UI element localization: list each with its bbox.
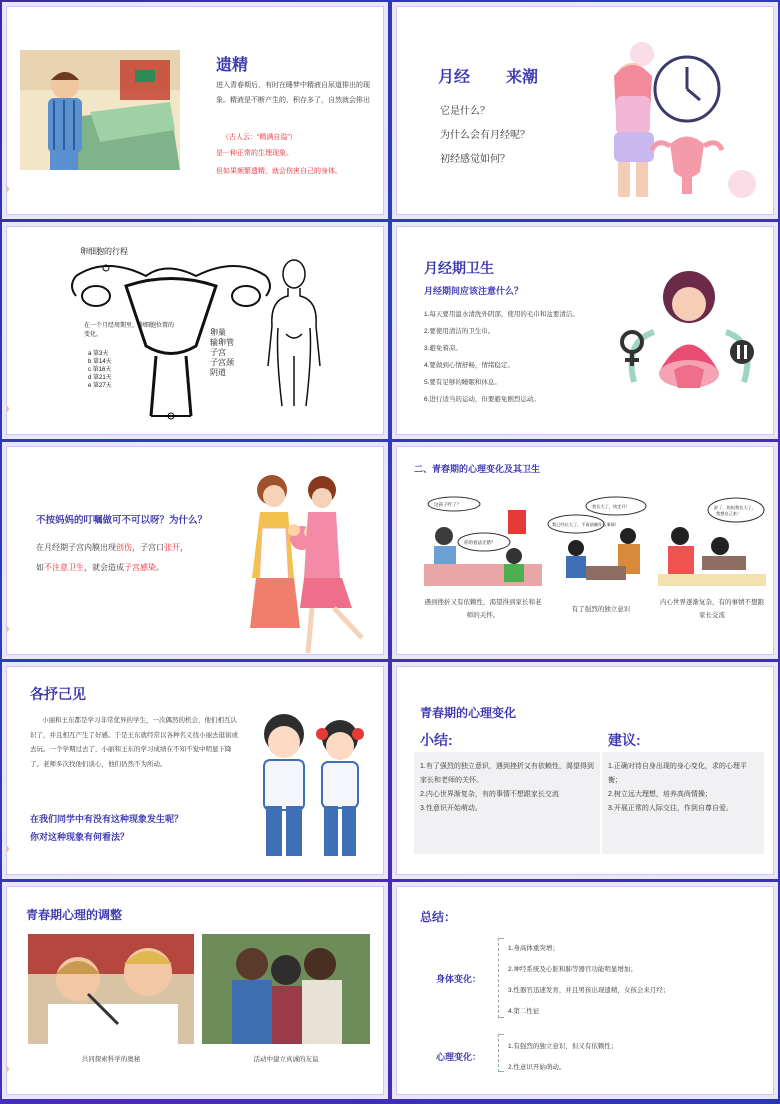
photo-friends-hugging [202,934,370,1044]
slide-title: 青春期的心理变化 [420,706,517,720]
slide-marker [3,1066,9,1072]
slide-nocturnal-emission[interactable] [2,2,388,219]
svg-text:我想自己来！: 我想自己来！ [716,511,742,516]
comic-panel-2 [546,496,656,586]
advice-box [602,752,764,854]
emphasis-text: 创伤 [116,543,132,552]
list-item: 6.进行适当的运动，但要避免剧烈运动。 [424,396,540,403]
warning-text: 但如果频繁遗精，就会伤害自己的身体。 [216,168,342,175]
list-item: 2.神经系统及心脏和肺等器官功能明显增加； [508,966,637,973]
body-change-list [508,938,669,1022]
slide-egg-journey[interactable] [2,222,388,439]
slide-title: 总结： [420,910,457,924]
text-segment: 在月经期子宫内膜出现 [36,543,116,552]
organ-label: 子宫颈 [210,358,234,367]
text-segment: 。 [156,563,164,572]
summary-item: 1.有了强烈的独立意识，遇到挫折又有依赖性，渴望得到家长和老师的关怀。 [420,763,594,784]
diagram-title: 卵细胞的行程 [80,247,128,256]
day-item: a 第3天 [88,351,109,357]
students-illustration [252,704,372,869]
emphasis-text: 张开 [164,543,180,552]
day-item: c 第16天 [88,367,112,373]
emphasis-text: 子宫感染 [124,563,156,572]
summary-item: 3.性意识开始萌动。 [420,805,482,812]
caption-3: 内心世界逐渐复杂，有的事情不想跟家长交流 [660,599,764,619]
list-item: 1.身高体重突增； [508,945,559,952]
girl-uterus-illustration [614,262,764,402]
discussion-question-2: 你对这种现象有何看法？ [30,832,130,842]
slide-period-hygiene[interactable] [392,222,778,439]
svg-text:舒了，妈妈我长大了，: 舒了，妈妈我长大了， [714,505,756,510]
girl-clock-uterus-illustration [592,34,762,199]
day-legend [88,350,112,390]
list-item: 2.性意识开始萌动。 [508,1064,566,1071]
list-item: 4.要做到心情舒畅，情绪稳定。 [424,362,514,369]
slide-title-a: 月经 [438,69,471,86]
summary-item: 2.内心世界渐复杂，有的事情不想跟家长交流 [420,791,559,798]
question-text: 不按妈妈的叮嘱做可不可以呀？为什么？ [36,515,208,526]
organ-label: 子宫 [210,348,226,357]
photo-studying-children [28,934,194,1044]
explanation-line-2 [36,562,164,573]
hygiene-list [424,306,579,408]
slide-mother-advice[interactable] [2,442,388,659]
advice-item: 1.正确对待自身出现的身心变化，求的心理平衡； [608,763,747,784]
text-segment: ， [180,543,188,552]
list-item: 3.避免着凉。 [424,345,462,352]
slide-title: 二、青春期的心理变化及其卫生 [414,464,541,474]
svg-text:我长大了，快走开！: 我长大了，快走开！ [592,504,630,509]
slide-final-summary[interactable] [392,882,778,1099]
advice-item: 2.树立远大理想，培养高尚情操； [608,791,712,798]
question-2: 为什么会有月经呢？ [440,130,530,141]
list-item: 2.要使用清洁的卫生巾。 [424,328,495,335]
slide-title: 青春期心理的调整 [26,908,123,922]
question-1: 它是什么？ [440,106,490,117]
text-segment: ，就会造成 [84,563,124,572]
caption-1: 遇到挫折又有依赖性，渴望得到家长和老师的关怀。 [424,599,542,619]
discussion-question-1: 在我们同学中有没有这种现象发生呢？ [30,814,184,824]
list-item: 1.每天要用温水清洗外阴部，使用的毛巾和盆要清洁。 [424,311,579,318]
mother-daughter-illustration [242,468,382,658]
body-change-label: 身体变化： [436,974,482,984]
slide-marker [3,406,9,412]
question-3: 初经感觉如何？ [440,154,510,165]
slide-marker [3,186,9,192]
slide-title: 遗精 [216,57,249,74]
list-item: 4.第二性征 [508,1008,540,1015]
photo-caption-1: 共同探索科学的奥秘 [81,1056,141,1063]
slide-title: 月经期卫生 [424,260,494,276]
mind-change-list [508,1036,617,1078]
svg-text:这孩子咋了？: 这孩子咋了？ [434,502,461,507]
explanation-line-1 [36,542,188,553]
slide-marker [3,846,9,852]
advice-item: 3.开展正常的人际交往，作到自尊自爱。 [608,805,733,812]
organ-label: 阴道 [210,368,226,377]
slide-title: 各抒己见 [30,686,86,702]
comic-panel-3 [658,496,766,586]
list-item: 3.性器官迅速发育，并且男孩出现遗精，女孩会来月经； [508,987,670,994]
boy-bed-illustration [20,50,180,170]
mind-change-label: 心理变化： [436,1052,482,1062]
day-item: d 第21天 [88,375,112,381]
female-body-outline [264,256,324,416]
text-segment: 如 [36,563,44,572]
story-paragraph: 小丽和王东都是学习非常优异的学生，一次偶然的机会，他们相互认识了，并且相互产生了好感。于是王东就经常以各种名义找小丽去逛街或去玩。一个学期过去了，小丽和王东的学习成绩在不知不觉中明显下降了。老师多次找他们谈心，他们仍然不为所动。 [30,717,238,768]
emphasis-text: 不注意卫生 [44,563,84,572]
text-segment: ，子宫口 [132,543,164,552]
caption-2: 有了强烈的独立意识 [571,606,631,613]
organ-labels [210,328,234,378]
svg-text:你的看法无错？: 你的看法无错？ [464,540,496,545]
slide-psychological-changes[interactable] [392,442,778,659]
slide-marker [3,626,9,632]
bracket [498,938,504,1018]
slide-title-b: 来潮 [506,69,539,86]
diagram-note: 在一个月经周期里，卵细胞位置的变化。 [84,323,175,338]
day-item: b 第14天 [88,359,112,365]
list-item: 5.要有足够的睡眠和休息。 [424,379,501,386]
comic-panel-1 [424,496,542,586]
summary-heading: 小结: [420,732,453,748]
slide-subtitle: 月经期间应该注意什么？ [424,286,524,296]
body-text: 进入青春期后，有时在睡梦中精液自尿道排出的现象。精液是不断产生的，积存多了，自然就会排出 [216,82,370,104]
slide-psych-summary[interactable] [392,662,778,879]
bracket [498,1034,504,1072]
organ-label: 输卵管 [210,338,234,347]
quote-text: （古人云：“精满自溢”） [222,134,297,141]
slide-menstruation[interactable] [392,2,778,219]
photo-caption-2: 活动中建立真诚的友谊 [253,1056,319,1063]
slide-share-opinions[interactable] [2,662,388,879]
day-item: e 第27天 [88,383,112,389]
list-item: 1.有强烈的独立意识，但又有依赖性； [508,1043,618,1050]
summary-box [414,752,600,854]
svg-text:我已经长大了，不再依赖什么事情！: 我已经长大了，不再依赖什么事情！ [552,522,620,527]
advice-heading: 建议: [608,732,641,748]
highlight-text: 是一种正常的生理现象。 [216,150,293,157]
organ-label: 卵巢 [210,328,226,337]
slide-psych-adjustment[interactable] [2,882,388,1099]
